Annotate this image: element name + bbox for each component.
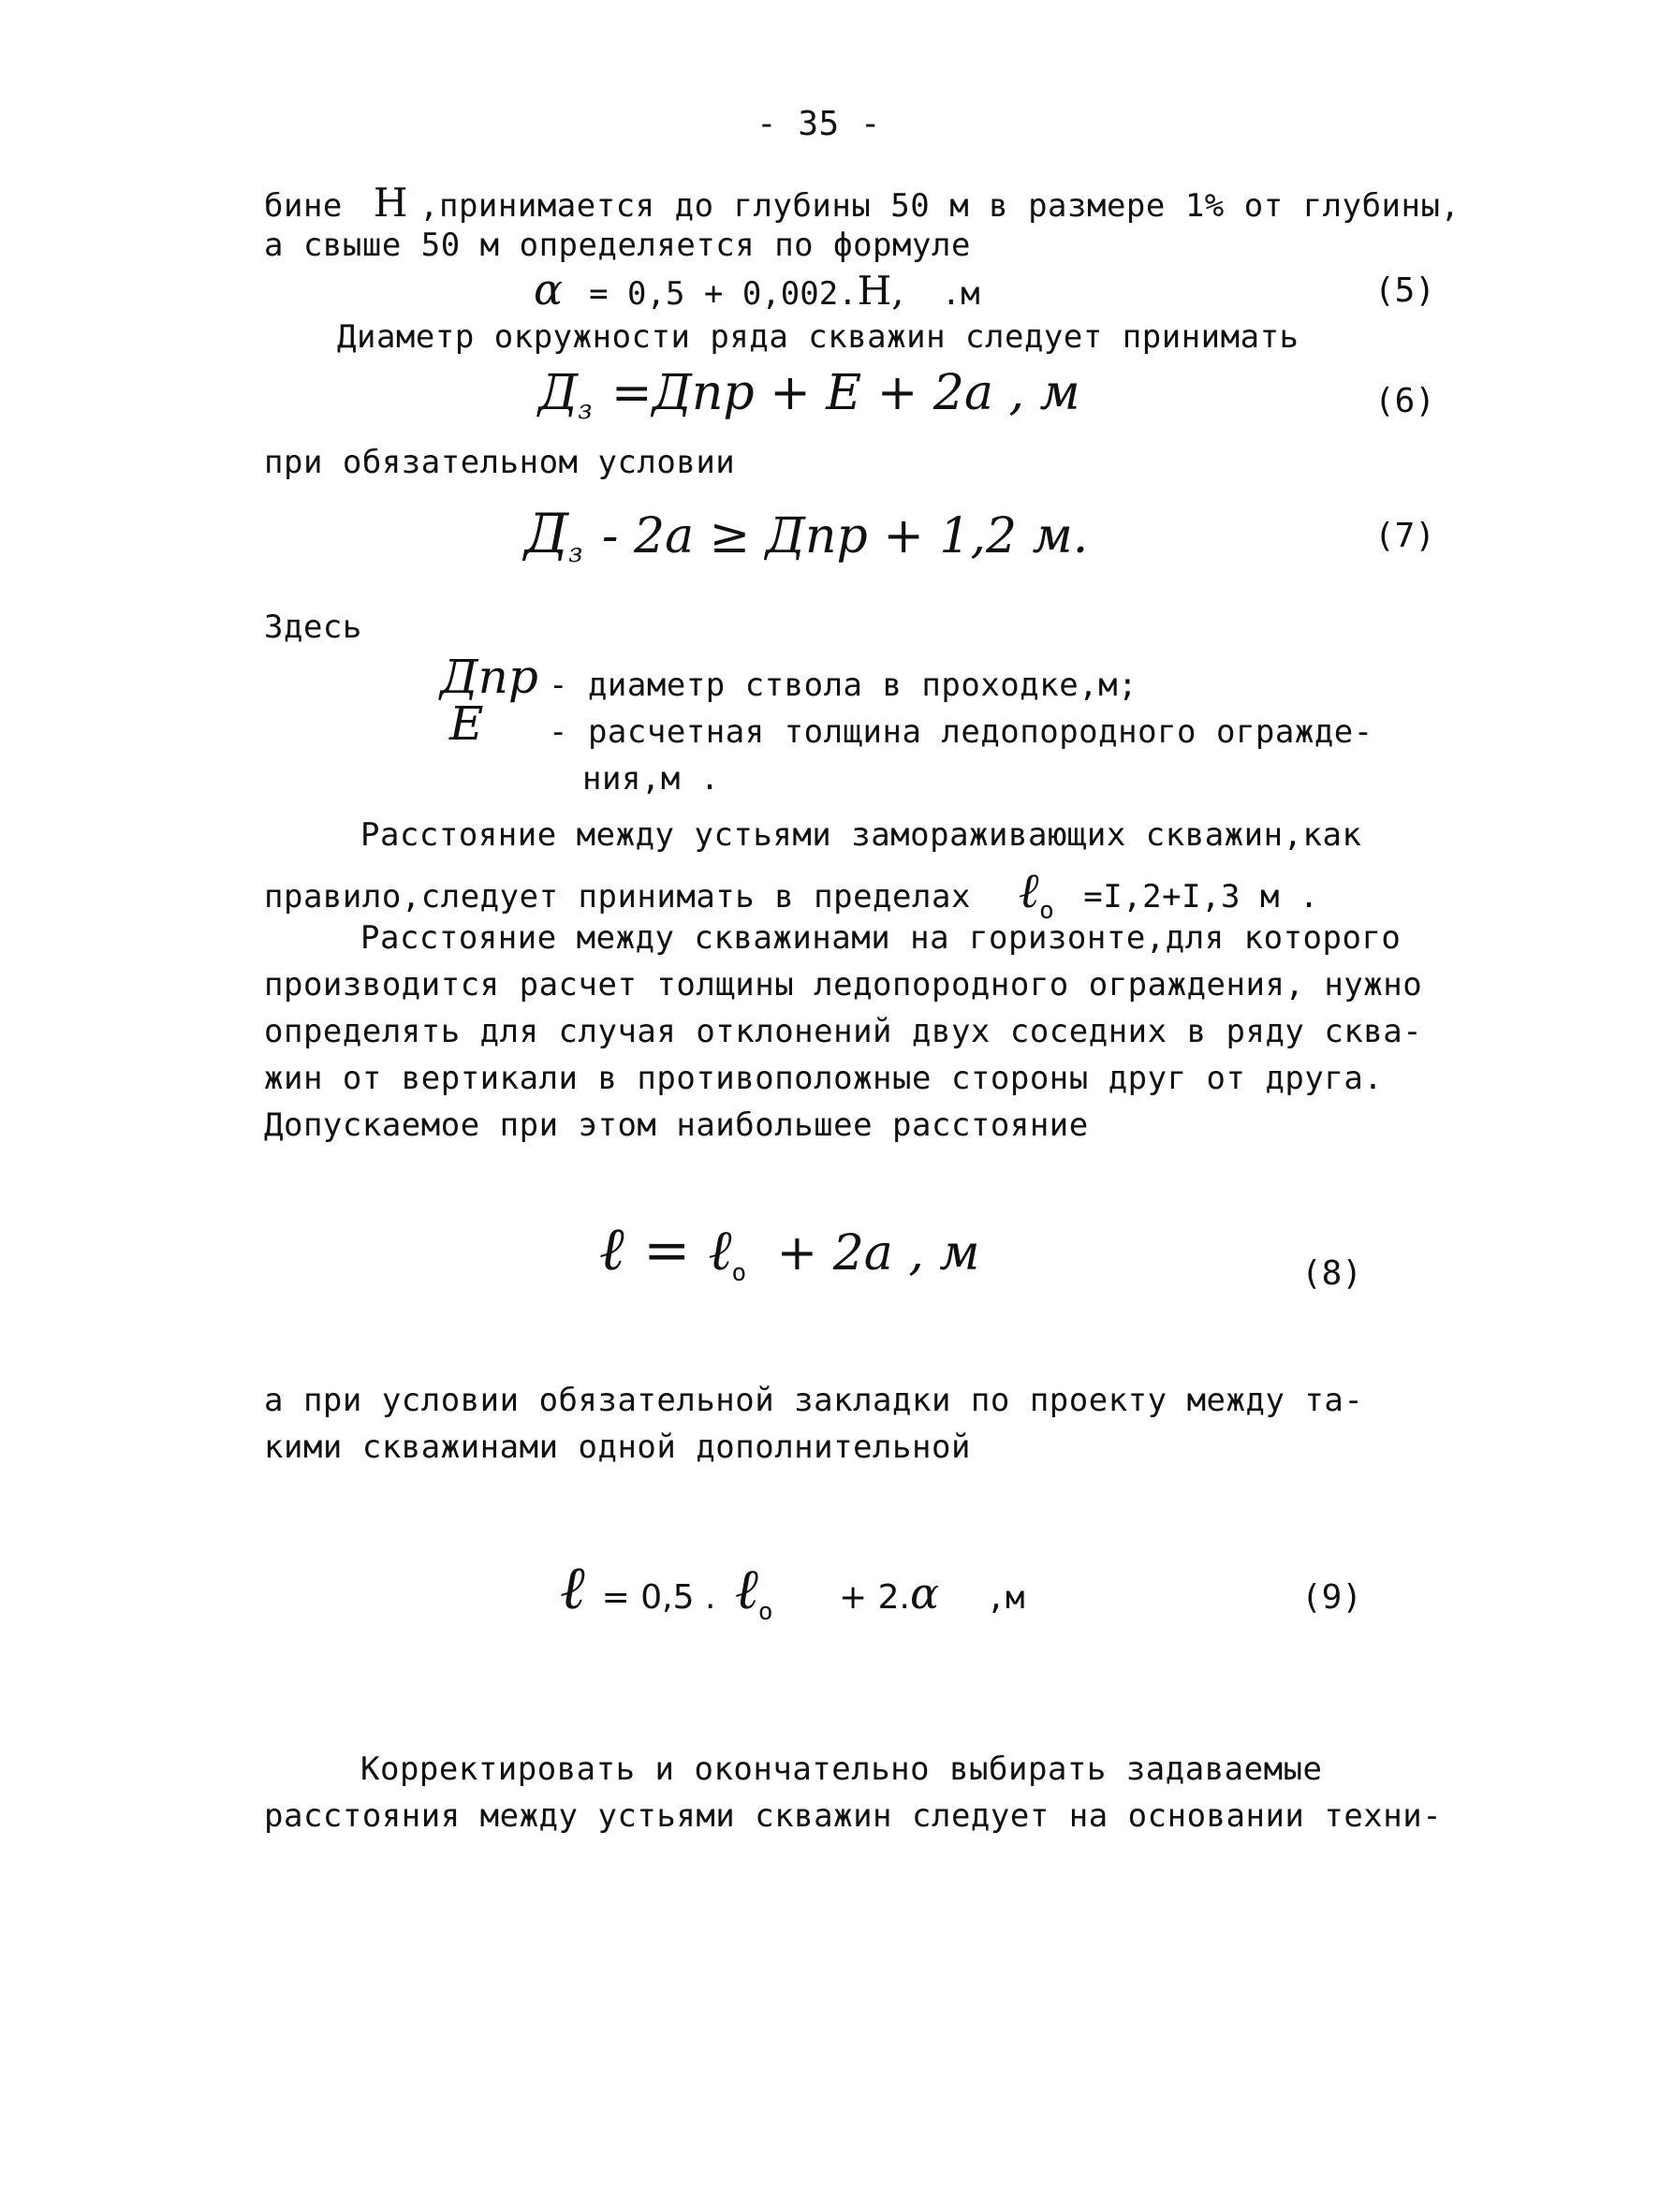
para-1-line-2-text: правило,следует принимать в пределах — [264, 878, 971, 916]
text-line-2: а свыше 50 м определяется по формуле — [264, 227, 971, 264]
eq9-sym-sub: o — [757, 1598, 773, 1626]
def-e-symbol: E — [449, 696, 484, 751]
equation-7 — [524, 502, 1088, 568]
text-line-4: Диаметр окружности ряда скважин следует принимать — [337, 318, 1299, 356]
text-line-6: при обязательном условии — [264, 444, 736, 481]
equation-5-number: (5) — [1374, 271, 1436, 310]
text-line-1 — [264, 180, 1460, 226]
equation-9 — [560, 1554, 1025, 1626]
eq9-alpha: α — [910, 1568, 940, 1619]
eq9-c1: = 0,5 . — [601, 1578, 716, 1617]
eq9-lhs: ℓ — [560, 1554, 585, 1623]
page-number: - 35 - — [756, 105, 882, 143]
l0-sub: o — [1039, 897, 1055, 925]
text-line-here: Здесь — [264, 608, 362, 646]
para-2-line-3: определять для случая отклонений двух соседних в ряду сква- — [264, 1013, 1423, 1050]
var-H: H — [373, 180, 409, 226]
para-4-line-2: расстояния между устьями скважин следует на основании техни- — [264, 1797, 1443, 1835]
text-line-1-rest: ,принимается до глубины 50 м в размере 1% от глубины, — [419, 187, 1461, 225]
eq5-rhs: = 0,5 + 0,002. — [589, 275, 858, 313]
para-2-line-4: жин от вертикали в противоположные стороны друг от друга. — [264, 1060, 1384, 1097]
eq8-lhs: ℓ — [599, 1215, 624, 1284]
equation-9-number: (9) — [1301, 1578, 1363, 1617]
para-3-line-1: а при условии обязательной закладки по проекту между та- — [264, 1382, 1364, 1419]
eq9-c2: + 2. — [839, 1578, 910, 1617]
eq9-unit: ,м — [986, 1579, 1025, 1617]
para-1-line-1: Расстояние между устьями замораживающих скважин,как — [360, 816, 1362, 854]
para-2-line-5: Допускаемое при этом наибольшее расстояние — [264, 1106, 1089, 1144]
def-dpr-text: - диаметр ствола в проходке,м; — [549, 667, 1138, 704]
eq8-mid: = ℓ — [643, 1218, 732, 1283]
def-e-text-cont: ния,м . — [582, 760, 720, 798]
eq7-rhs: - 2a ≥ Дпр + 1,2 м. — [601, 508, 1089, 564]
eq8-mid-sub: o — [731, 1259, 747, 1287]
l0-range: =I,2+I,3 м . — [1083, 878, 1319, 916]
equation-6 — [538, 365, 1080, 425]
equation-7-number: (7) — [1374, 517, 1436, 555]
equation-8-number: (8) — [1301, 1254, 1363, 1293]
equation-6-number: (6) — [1374, 382, 1436, 420]
eq5-var: H, — [857, 268, 904, 314]
para-3-line-2: кими скважинами одной дополнительной — [264, 1428, 971, 1466]
def-e-text: - расчетная толщина ледопородного огражде- — [549, 713, 1373, 751]
eq6-rhs: =Дпр + E + 2a , м — [611, 365, 1080, 421]
para-4-line-1: Корректировать и окончательно выбирать задаваемые — [360, 1751, 1323, 1788]
eq6-lhs-sub: з — [578, 394, 593, 425]
eq7-lhs-sub: з — [568, 537, 583, 568]
l0-symbol: ℓ — [1018, 863, 1040, 919]
eq5-lhs: α — [534, 264, 564, 315]
eq5-unit: .м — [941, 275, 980, 313]
equation-8 — [599, 1215, 980, 1287]
para-1-line-2 — [264, 863, 1319, 925]
eq7-lhs: Д — [524, 502, 569, 565]
text-line-1-start: бине — [264, 187, 343, 225]
eq6-lhs: Д — [538, 365, 579, 421]
def-dpr-symbol: Дпр — [440, 650, 538, 704]
equation-5 — [534, 264, 980, 315]
eq8-rhs: + 2a , м — [776, 1225, 980, 1282]
para-2-line-1: Расстояние между скважинами на горизонте,для которого — [360, 919, 1402, 957]
eq9-sym: ℓ — [734, 1557, 758, 1622]
para-2-line-2: производится расчет толщины ледопородного ограждения, нужно — [264, 966, 1423, 1003]
